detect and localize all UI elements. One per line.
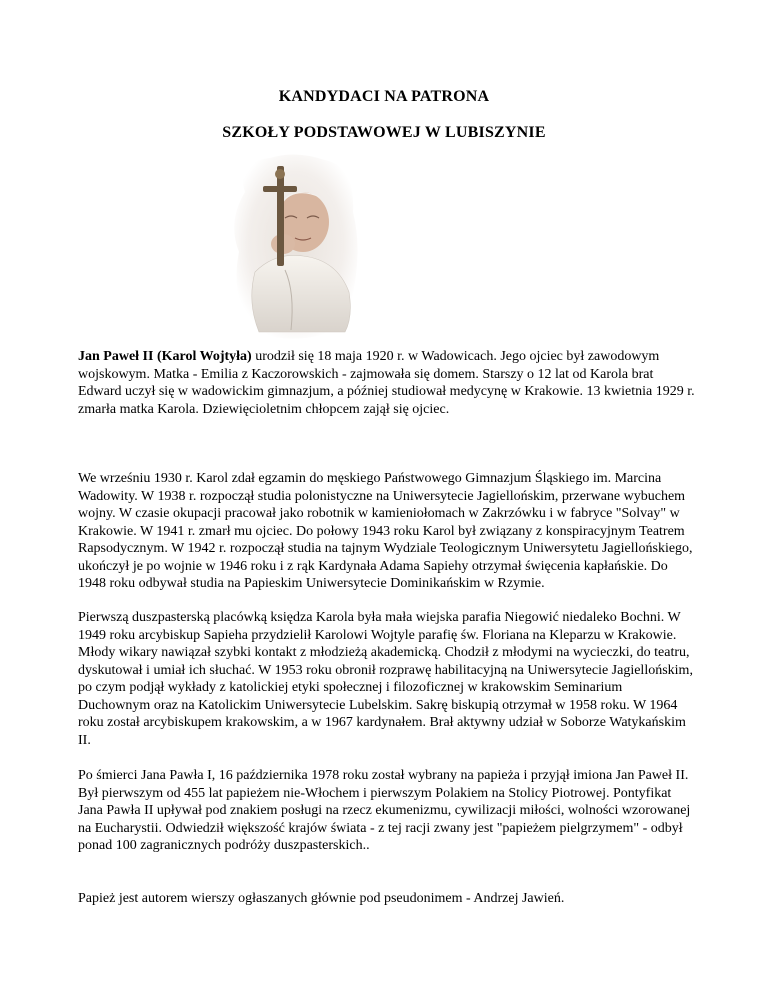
pope-portrait-image [225,152,365,342]
paragraph-1-text: urodził się 18 maja 1920 r. w Wadowicach. Jego ojciec był zawodowym wojskowym. Matka - Emilia z Kaczorowskich - zajmowała się domem. Starszy o 12 lat od Karola brat Edward uczył się w wadowickim gimnazjum, a później studiował medycynę w Krakowie. 13 kwietnia 1929 r. zmarła matka Karola. Dziewięcioletnim chłopcem zajął się ojciec. [78,349,695,417]
paragraph-biography-5: Papież jest autorem wierszy ogłaszanych głównie pod pseudonimem - Andrzej Jawień. [78,891,565,906]
paragraph-biography-2: We wrześniu 1930 r. Karol zdał egzamin do męskiego Państwowego Gimnazjum Śląskiego im. Marcina Wadowity. W 1938 r. rozpoczął studia polonistyczne na Uniwersytecie Jagiellońskim, przerwane wybuchem wojny. W czasie okupacji pracował jako robotnik w kamieniołomach w Zakrzówku i w fabryce "Solvay" w Krakowie. W 1941 r. zmarł mu ojciec. Do połowy 1943 roku Karol był związany z konspiracyjnym Teatrem Rapsodycznym. W 1942 r. rozpoczął studia na tajnym Wydziale Teologicznym Uniwersytetu Jagiellońskiego, ukończył je po wojnie w 1946 roku i z rąk Kardynała Adama Sapiehy otrzymał święcenia kapłańskie. Do 1948 roku odbywał studia na Papieskim Uniwersytecie Dominikańskim w Rzymie. [78,471,693,591]
paragraph-biography-4: Po śmierci Jana Pawła I, 16 października 1978 roku został wybrany na papieża i przyjął imiona Jan Paweł II. Był pierwszym od 455 lat papieżem nie-Włochem i pierwszym Polakiem na Stolicy Piotrowej. Pontyfikat Jana Pawła II upływał pod znakiem posługi na rzecz ekumenizmu, cywilizacji miłości, wolności wzorowanej na Eucharystii. Odwiedził większość krajów świata - z tej racji zwany jest "papieżem pielgrzymem" - odbył ponad 100 zagranicznych podróży duszpasterskich.. [78,768,691,853]
name-bold: Jan Paweł II (Karol Wojtyła) [78,349,252,364]
paragraph-biography-1 [78,348,696,418]
title-line-1: KANDYDACI NA PATRONA [278,88,490,105]
paragraph-biography-3: Pierwszą duszpasterską placówką księdza Karola była mała wiejska parafia Niegowić niedaleko Bochni. W 1949 roku arcybiskup Sapieha przydzielił Karolowi Wojtyle parafię św. Floriana na Kleparzu w Krakowie. Młody wikary nawiązał szybki kontakt z młodzieżą akademicką. Chodził z młodymi na wycieczki, do teatru, dyskutował i umiał ich słuchać. W 1953 roku obronił rozprawę habilitacyjną na Uniwersytecie Jagiellońskim, po czym podjął wykłady z katolickiej etyki społecznej i filozoficznej w krakowskim Seminarium Duchownym oraz na Katolickim Uniwersytecie Lubelskim. Sakrę biskupią otrzymał w 1958 roku. W 1964 roku został arcybiskupem krakowskim, a w 1967 kardynałem. Brał aktywny udział w Soborze Watykańskim II. [78,610,693,748]
title-line-2: SZKOŁY PODSTAWOWEJ W LUBISZYNIE [222,124,546,141]
